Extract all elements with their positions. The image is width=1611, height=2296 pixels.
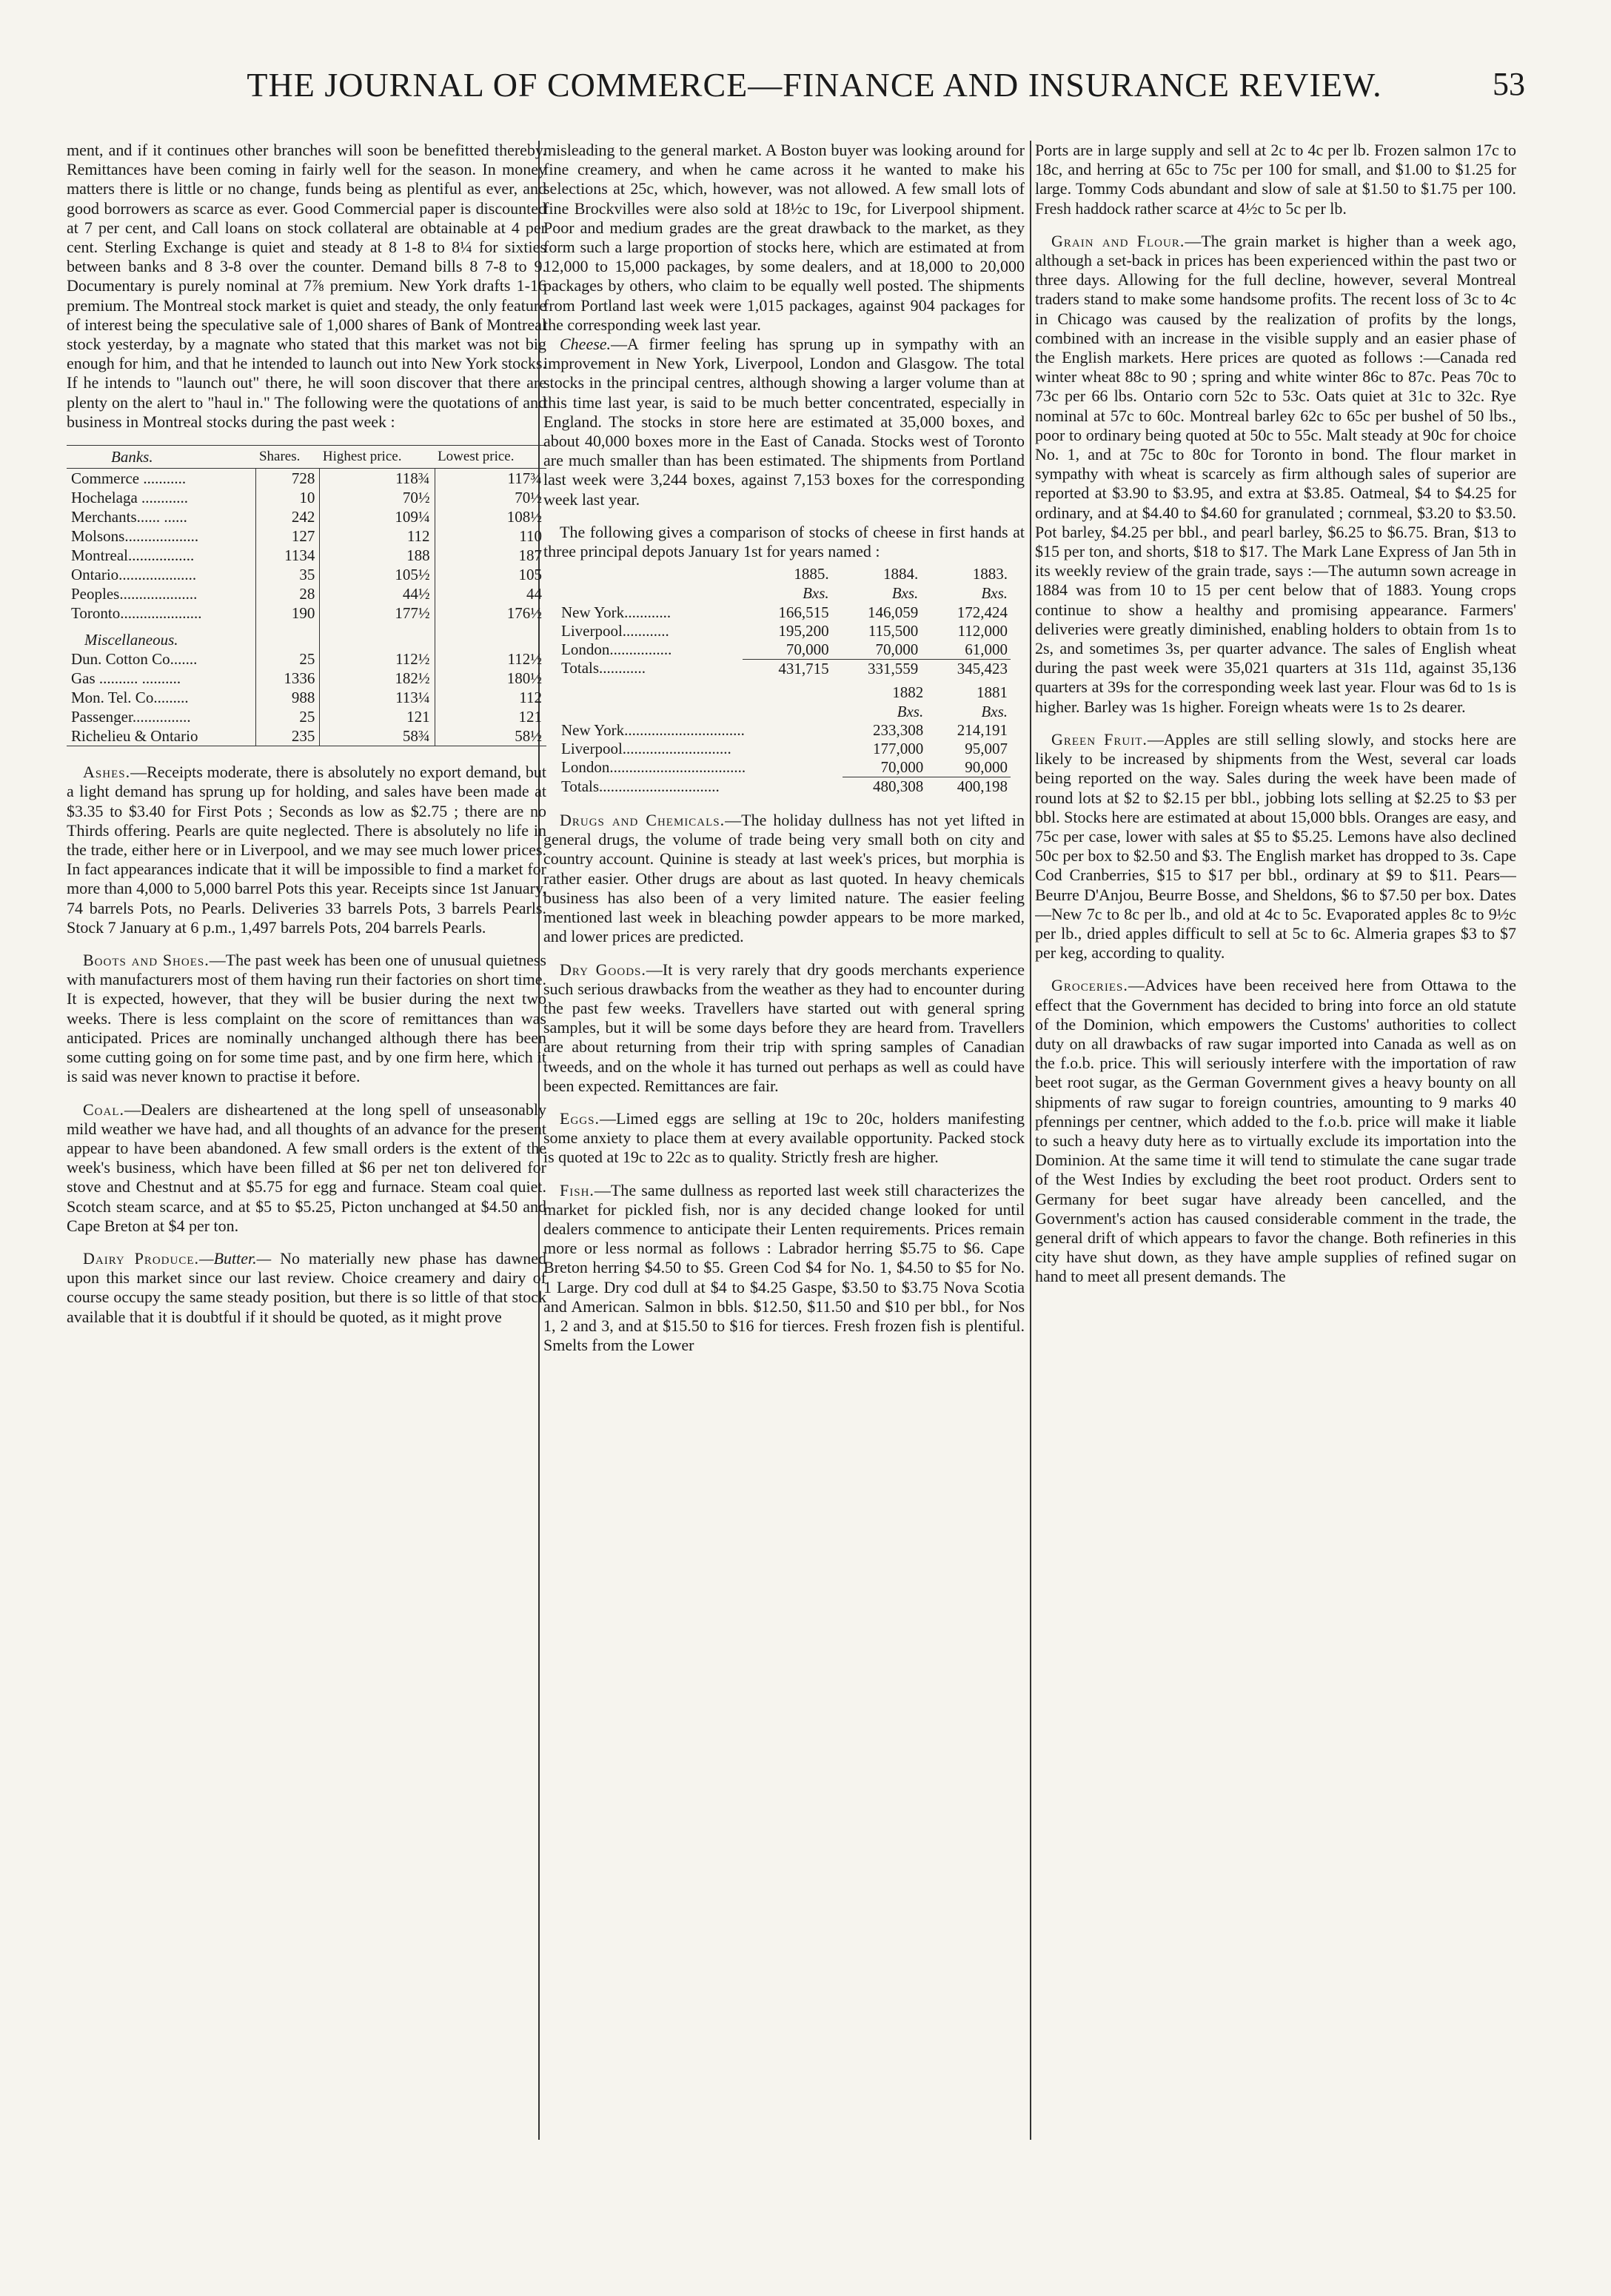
section-heading: Drugs and Chemicals. [560, 811, 726, 830]
stock-shares: 127 [256, 526, 320, 546]
stock-name: Hochelaga ............ [71, 489, 189, 507]
stock-low: 105 [435, 565, 546, 584]
montreal-stocks-table [67, 445, 546, 746]
stock-high: 177½ [320, 603, 435, 623]
stock-high: 118¾ [320, 469, 435, 489]
table-row [67, 469, 546, 489]
table-row [67, 584, 546, 603]
stock-high: 121 [320, 707, 435, 726]
stock-name: Ontario.................... [71, 566, 197, 584]
stock-name: Richelieu & Ontario [71, 727, 198, 746]
totals-row [558, 659, 1011, 678]
box-count: 195,200 [778, 621, 829, 640]
column-rule [1030, 141, 1031, 2140]
section-heading: Groceries. [1051, 976, 1128, 995]
table-row [67, 507, 546, 526]
empty-cell [435, 623, 546, 649]
fish-paragraph: Fish.—The same dullness as reported last week still characterizes the market for pickled fish, nor is any decided change looked for until dealers commence to anticipate their Lenten requirements. Prices remain more or less normal as follows : Labrador herring $5.75 to $6. Cape Breton herring $4.50 to $5. Green Cod $4 for No. 1, $4.50 to $5 for No. 1 Large. Dry cod dull at $4 to $4.25 Gaspe, $3.50 to $3.75 Nova Scotia and American. Salmon in bbls. $12.50, $11.50 and $10 per bbl., for Nos 1, 2 and 3, and at $15.50 to $16 for tierces. Fresh frozen fish is plentiful. Smelts from the Lower [543, 1180, 1025, 1355]
unit-header: Bxs. [897, 702, 924, 720]
empty-cell [558, 683, 843, 702]
box-count: 172,424 [957, 603, 1008, 621]
col-header-shares: Shares. [256, 446, 320, 469]
unit-header-row [558, 702, 1011, 721]
depot-name: New York............................... [561, 721, 745, 740]
totals-label: Totals............................... [561, 777, 720, 795]
section-heading: Fish. [560, 1180, 595, 1199]
grain-flour-paragraph: Grain and Flour.—The grain market is higher than a week ago, although a set-back in prices has been experienced within the past two or three days. Allowing for the full decline, however, several Montreal traders stand to make some handsome profits. The recent loss of 3c to 4c in Chicago was caused by the realization of profits by the longs, combined with an increase in the visible supply and an easier phase of the English markets. Here prices are quoted as follows :—Canada red winter wheat 88c to 90 ; spring and white winter 86c to 87c. Peas 70c to 73c per 66 lbs. Ontario corn 52c to 53c. Oats quiet at 31c to 32c. Rye nominal at 57c to 60c. Montreal barley 62c to 65c per bushel of 50 lbs., poor to ordinary being quoted at 50c to 55c. Malt steady at 90c for choice No. 1, and at 75c to 80c for Toronto in bond. The flour market in sympathy with wheat is scarcely as firm although sales of superior are reported at $3.90 to $3.95, and extra at $3.85. Oatmeal, $4 to $4.25 for ordinary, and at $4.40 to $4.60 for granulated ; cornmeal, $3.20 to $3.50. Pot barley, $4.25 per bbl., and pearl barley, $6.25 to $6.75. Bran, $13 to $15 per ton, and shorts, $18 to $17. The Mark Lane Express of Jan 5th in its weekly review of the grain trade, says :—The autumn sown acreage in 1884 was from 10 to 15 per cent below that of 1883. Young crops continue to show a healthy and promising appearance. Farmers' deliveries were greatly diminished, enabling holders to obtain from 1s to 2s, and sometimes 3s, per quarter advance. The sales of English wheat during the past week were 35,021 quarters at 31s 11d, against 35,136 quarters at 39s for the corresponding week last year. Flour was 6d to 1s is higher. Barley was 1s higher. Foreign wheats were 1s to 2s dearer. [1035, 231, 1516, 716]
unit-header-row [558, 583, 1011, 603]
year-header-row [558, 683, 1011, 702]
table-row [67, 603, 546, 623]
table-row [67, 707, 546, 726]
section-heading: Ashes. [83, 763, 131, 782]
box-count: 112,000 [957, 621, 1008, 640]
depot-name: Liverpool............ [561, 621, 669, 640]
unit-header: Bxs. [891, 584, 919, 603]
col-header-lowest: Lowest price. [435, 446, 546, 469]
depot-name: London................ [561, 640, 672, 658]
unit-header: Bxs. [803, 584, 829, 603]
section-heading: Green Fruit. [1051, 729, 1148, 749]
box-count: 95,007 [965, 740, 1008, 758]
totals-value: 331,559 [832, 659, 922, 678]
year-header-row [558, 564, 1011, 583]
table-section-row [67, 623, 546, 649]
year-header: 1885. [794, 565, 829, 583]
unit-header: Bxs. [981, 584, 1008, 603]
stock-name: Mon. Tel. Co......... [71, 689, 189, 707]
fish-continued: Ports are in large supply and sell at 2c to 4c per lb. Frozen salmon 17c to 18c, and herring at 65c to 75c per 100 for small, and $1.00 to $1.25 for large. Tommy Cods abundant and slow of sale at $1.50 to $1.75 per 100. Fresh haddock rather scarce at 4½c to 5c per lb. [1035, 141, 1516, 218]
depot-name: London................................... [561, 758, 746, 777]
box-count: 177,000 [872, 740, 924, 758]
running-title: THE JOURNAL OF COMMERCE—FINANCE AND INSURANCE REVIEW. [247, 66, 1382, 104]
stock-low: 112½ [435, 649, 546, 669]
totals-value: 345,423 [921, 659, 1011, 678]
empty-cell [558, 702, 843, 721]
cheese-stocks-table [558, 564, 1011, 677]
stock-name: Toronto..................... [71, 604, 202, 623]
stock-name: Montreal................. [71, 546, 195, 565]
box-count: 61,000 [965, 640, 1008, 658]
section-heading: Dry Goods. [560, 960, 646, 979]
stock-high: 109¼ [320, 507, 435, 526]
stock-shares: 35 [256, 565, 320, 584]
section-label: Miscellaneous. [84, 631, 178, 649]
drugs-paragraph: Drugs and Chemicals.—The holiday dullness has not yet lifted in general drugs, the volume of trade being very small both on city and country account. Quinine is steady at last week's prices, but morphia is rather easier. Other drugs are about as last quoted. In heavy chemicals business has also been of a very limited nature. The easier feeling mentioned last week in bleaching powder appears to be more marked, and lower prices are predicted. [543, 811, 1025, 946]
stock-shares: 1336 [256, 669, 320, 688]
table-row [558, 603, 1011, 622]
stock-low: 187 [435, 546, 546, 565]
section-heading: Grain and Flour. [1051, 231, 1185, 250]
table-row [67, 488, 546, 507]
totals-value: 400,198 [926, 777, 1011, 797]
table-row [558, 640, 1011, 660]
stock-shares: 1134 [256, 546, 320, 565]
stock-name: Dun. Cotton Co....... [71, 650, 198, 669]
stock-low: 176½ [435, 603, 546, 623]
table-row [67, 546, 546, 565]
stock-name: Gas .......... .......... [71, 669, 181, 688]
table-row [558, 721, 1011, 740]
empty-cell [558, 564, 743, 583]
box-count: 166,515 [778, 603, 829, 621]
green-fruit-paragraph: Green Fruit.—Apples are still selling slowly, and stocks here are likely to be increased by shipments from the West, several car loads being reported on the way. Sales during the week have been made of round lots at $2 to $2.15 per bbl., jobbing lots selling at $2.25 to $3 per bbl. Stocks here are estimated at about 15,000 bbls. Oranges are easy, and 75c per case, lower with sales at $5 to $5.25. Lemons have also declined 50c per box to $2.50 and $3. The English market has dropped to 3s. Cape Cod Cranberries, $15 to $17 per bbl., ordinary at $9 to $11. Pears—Beurre D'Anjou, Beurre Bosse, and Sheldons, $6 to $7.50 per box. Dates—New 7c to 8c per lb., and old at 4c to 5c. Evaporated apples 8c to 9½c per lb., dried apples difficult to sell at 5c to 6c. Almeria grapes $3 to $7 per keg, according to quality. [1035, 729, 1516, 963]
stock-high: 188 [320, 546, 435, 565]
stock-shares: 242 [256, 507, 320, 526]
year-header: 1882 [892, 683, 924, 701]
eggs-paragraph: Eggs.—Limed eggs are selling at 19c to 20c, holders manifesting some anxiety to place them at every available opportunity. Packed stock is quoted at 19c to 22c as to quality. Strictly fresh are higher. [543, 1108, 1025, 1167]
col-header-banks: Banks. [67, 446, 256, 469]
section-heading: Dairy Produce. [83, 1248, 200, 1268]
coal-paragraph: Coal.—Dealers are disheartened at the long spell of unseasonably mild weather we have had, and all thoughts of an advance for the present appear to have been abandoned. A few small orders is the extent of the week's business, which have been filled at $6 per net ton delivered for stove and Chestnut and at $5.75 for egg and furnace. Steam coal quiet. Scotch steam scarce, and at $5 to $5.25, Picton unchanged at $4.50 and Cape Breton at $4 per ton. [67, 1100, 546, 1235]
year-header: 1881 [977, 683, 1008, 701]
stock-high: 44½ [320, 584, 435, 603]
boots-shoes-paragraph: Boots and Shoes.—The past week has been one of unusual quietness with manufacturers most of them having run their factories on short time. It is expected, however, that they will be busier during the next two weeks. There is less complaint on the score of remittances than was anticipated. Prices are nominally unchanged although there has been some cutting going on for some time past, and by one firm here, which it is said was never known to practise it before. [67, 951, 546, 1086]
groceries-paragraph: Groceries.—Advices have been received here from Ottawa to the effect that the Government has decided to bring into force an old statute of the Dominion, which empowers the Customs' authorities to collect duty on all drawbacks of raw sugar imported into Canada as well as on the f.o.b. price. This will seriously interfere with the importation of raw beet root sugar, as the German Government gives a heavy bounty on all shipments of raw sugar to foreign countries, amounting to 9 marks 40 pfennings per centner, which added to the f.o.b. price will make it liable to such a heavy duty here as to virtually exclude its importation into the Dominion. At the same time it will tend to stimulate the cane sugar trade of the West Indies by excluding the beet root product. Orders sent to Germany for beet sugar have already been cancelled, and the Government's action has caused considerable comment in the trade, the general drift of which appears to favor the change. Both refineries in this city have shut down, as they have ample supplies of refined sugar on hand to meet all present demands. The [1035, 976, 1516, 1286]
table-row [67, 669, 546, 688]
year-header: 1883. [972, 565, 1008, 583]
stock-name: Commerce ........... [71, 469, 187, 488]
ashes-paragraph: Ashes.—Receipts moderate, there is absolutely no export demand, but a light demand has sprung up for holding, and sales have been made at $3.35 to $3.40 for First Pots ; Seconds as low as $2.75 ; there are no Thirds offering. Pearls are quite neglected. There is absolutely no life in the trade, either here or in Liverpool, and we may see much lower prices. In fact appearances indicate that it will be impossible to find a market for more than 4,000 to 5,000 barrel Pots this year. Receipts since 1st January, 74 barrels Pots, no Pearls. Deliveries 33 barrels Pots, 3 barrels Pearls. Stock 7 January at 6 p.m., 1,497 barrels Pots, 204 barrels Pearls. [67, 763, 546, 937]
stock-low: 44 [435, 584, 546, 603]
totals-value: 480,308 [843, 777, 927, 797]
box-count: 115,500 [868, 621, 919, 640]
box-count: 214,191 [957, 721, 1008, 740]
table-row [67, 565, 546, 584]
stock-name: Peoples.................... [71, 585, 198, 603]
stock-low: 110 [435, 526, 546, 546]
table-row [67, 526, 546, 546]
depot-name: New York............ [561, 603, 671, 621]
stock-high: 112½ [320, 649, 435, 669]
cheese-paragraph: Cheese.—A firmer feeling has sprung up in sympathy with an improvement in New York, Liverpool, London and Glasgow. The total stocks in the principal centres, although showing a larger volume than at this time last year, is said to be much better concentrated, especially in England. The stocks in store here are estimated at 35,000 boxes, and about 40,000 boxes more in the East of Canada. Stocks west of Toronto are much smaller than has been estimated. The shipments from Portland last week were 3,244 boxes, against 7,153 boxes for the corresponding week last year. [543, 335, 1025, 509]
finance-paragraph: ment, and if it continues other branches will soon be benefitted thereby. Remittances have been coming in fairly well for the season. In money matters there is little or no change, funds being as plentiful as ever, and good borrowers as scarce as ever. Good Commercial paper is discounted at 7 per cent, and Call loans on stock collateral are obtainable at 4 per cent. Sterling Exchange is quiet and steady at 8 1-8 to 8¼ for sixties between banks and 8 3-8 over the counter. Demand bills 8 7-8 to 9. Documentary is purely nominal at 7⅞ premium. New York drafts 1-16 premium. The Montreal stock market is quiet and steady, the only feature of interest being the speculative sale of 1,000 shares of Bank of Montreal stock yesterday, by a magnate who stated that this market was not big enough for him, and that he intended to launch out into New York stocks. If he intends to "launch out" there, he will soon discover that there are plenty on the alert to "haul in." The following were the quotations of and business in Montreal stocks during the past week : [67, 141, 546, 431]
stock-low: 108½ [435, 507, 546, 526]
stock-name: Molsons................... [71, 527, 199, 546]
stock-shares: 25 [256, 649, 320, 669]
stock-shares: 988 [256, 688, 320, 707]
box-count: 70,000 [880, 758, 924, 777]
stock-high: 58¾ [320, 726, 435, 746]
column-3 [1035, 141, 1516, 2155]
section-heading: Coal. [83, 1100, 125, 1119]
stock-low: 58½ [435, 726, 546, 746]
cheese-intro: The following gives a comparison of stocks of cheese in first hands at three principal depots January 1st for years named : [543, 522, 1025, 561]
box-count: 233,308 [872, 721, 924, 740]
depot-name: Liverpool............................ [561, 740, 731, 758]
dry-goods-paragraph: Dry Goods.—It is very rarely that dry goods merchants experience such serious drawbacks from the weather as they had to encounter during the past few weeks. Travellers have started out with general spring samples, but it will be some days before they are heard from. Travellers are about returning from their trip with spring samples of Canadian tweeds, and on the whole it has turned out perhaps as well as could have been expected. Remittances are fair. [543, 960, 1025, 1095]
stock-low: 121 [435, 707, 546, 726]
cheese-stocks-table-2 [558, 683, 1011, 796]
stock-high: 113¼ [320, 688, 435, 707]
box-count: 70,000 [786, 640, 829, 658]
stock-name: Merchants...... ...... [71, 508, 187, 526]
stock-shares: 190 [256, 603, 320, 623]
stock-high: 70½ [320, 488, 435, 507]
totals-label: Totals............ [561, 659, 646, 677]
table-row [67, 726, 546, 746]
table-row [67, 688, 546, 707]
empty-cell [320, 623, 435, 649]
box-count: 146,059 [868, 603, 919, 621]
dairy-continued: misleading to the general market. A Boston buyer was looking around for fine creamery, and when he came across it he wanted to make his selections at 25c, which, however, was not allowed. A few small lots of fine Brockvilles were also sold at 18½c to 19c, for Liverpool shipment. Poor and medium grades are the great drawback to the market, as they form such a large proportion of stocks here, which are estimated at from 12,000 to 15,000 packages, by some dealers, and at 18,000 to 20,000 packages by others, who claim to be equally well posted. The shipments from Portland last week were 1,015 packages, against 904 packages for the corresponding week last year. [543, 141, 1025, 334]
stock-shares: 10 [256, 488, 320, 507]
unit-header: Bxs. [981, 702, 1008, 720]
stock-low: 180½ [435, 669, 546, 688]
table-row [558, 758, 1011, 777]
table-row [67, 649, 546, 669]
section-heading: Eggs. [560, 1108, 600, 1128]
stock-low: 70½ [435, 488, 546, 507]
table-row [558, 622, 1011, 640]
dairy-paragraph: Dairy Produce.—Butter.— No materially new phase has dawned upon this market since our last review. Choice creamery and dairy of course occupy the same steady position, but there is so little of that stock available that it is doubtful if it should be quoted, as it might prove [67, 1248, 546, 1326]
table-row [558, 740, 1011, 758]
stock-name: Passenger............... [71, 708, 191, 726]
stock-low: 117¾ [435, 469, 546, 489]
stock-shares: 28 [256, 584, 320, 603]
section-heading: Boots and Shoes. [83, 951, 210, 970]
box-count: 90,000 [965, 758, 1008, 777]
stock-high: 105½ [320, 565, 435, 584]
year-header: 1884. [883, 565, 919, 583]
column-1 [67, 141, 546, 2155]
stock-shares: 25 [256, 707, 320, 726]
stock-shares: 728 [256, 469, 320, 489]
page-number: 53 [1493, 66, 1525, 102]
column-2 [543, 141, 1025, 2155]
stock-high: 112 [320, 526, 435, 546]
empty-cell [558, 583, 743, 603]
stock-shares: 235 [256, 726, 320, 746]
empty-cell [256, 623, 320, 649]
stock-high: 182½ [320, 669, 435, 688]
col-header-highest: Highest price. [320, 446, 435, 469]
totals-row [558, 777, 1011, 797]
totals-value: 431,715 [743, 659, 832, 678]
page-header [67, 65, 1547, 124]
box-count: 70,000 [875, 640, 919, 658]
stock-low: 112 [435, 688, 546, 707]
